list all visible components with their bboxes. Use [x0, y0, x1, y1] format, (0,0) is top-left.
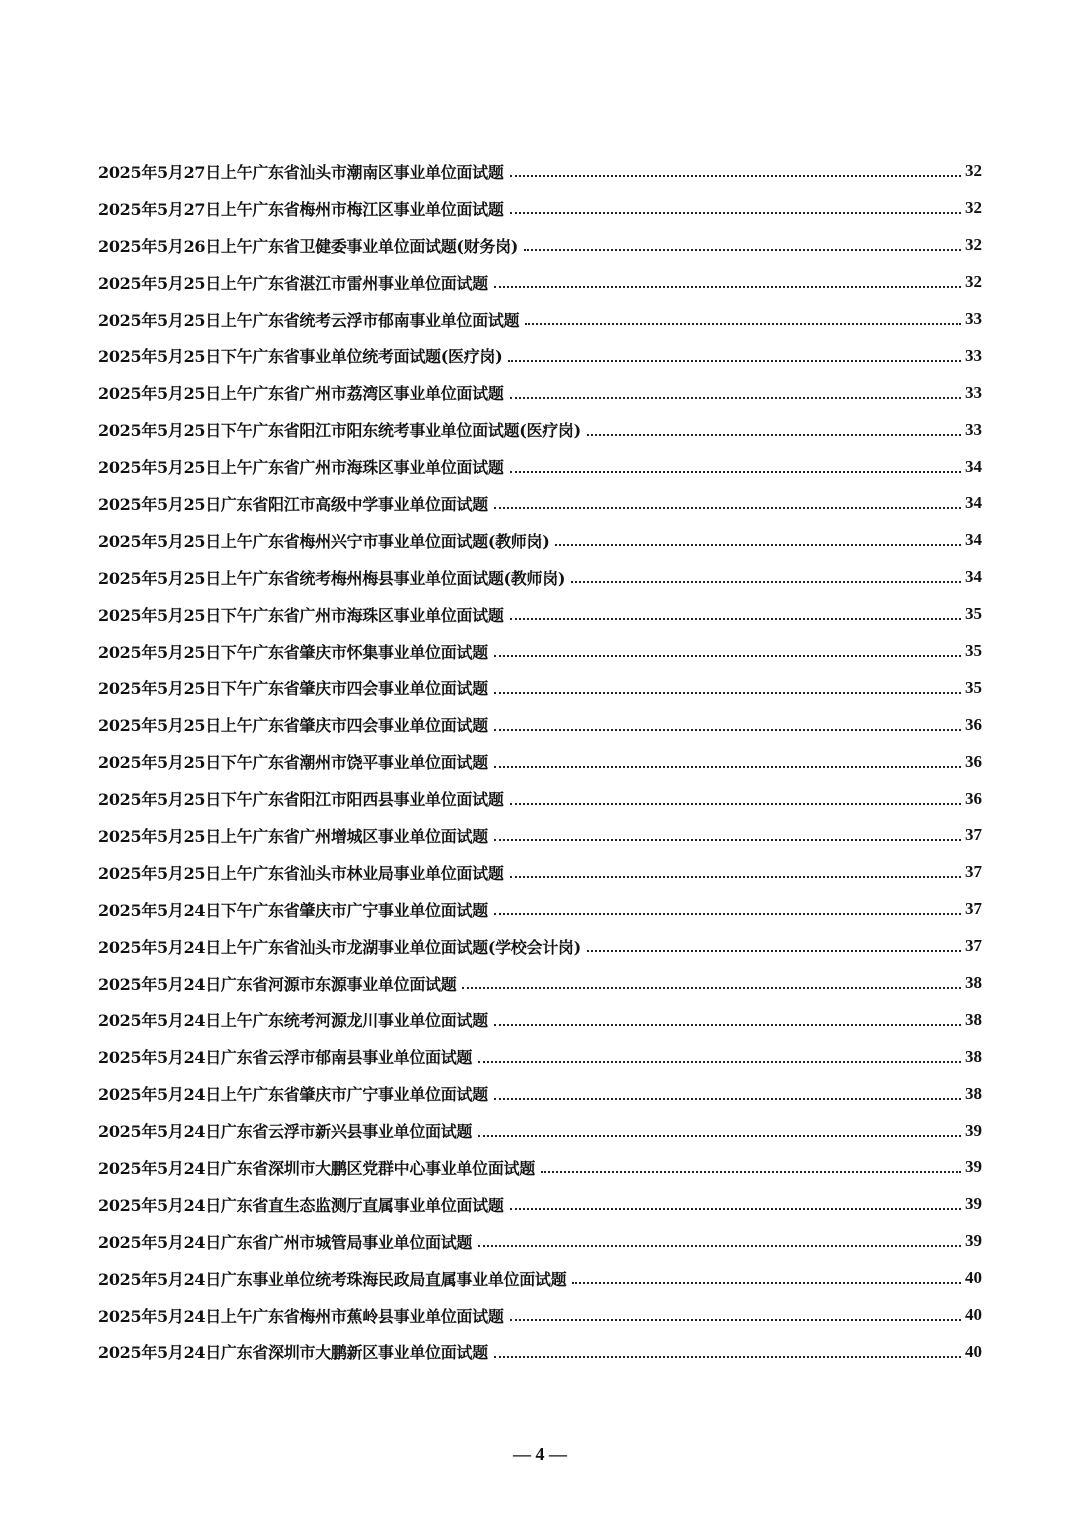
dot-leader [510, 876, 961, 878]
dot-leader [571, 581, 961, 583]
toc-entry-page-number: 32 [965, 198, 982, 218]
dot-leader [510, 471, 961, 473]
toc-entry-title: 2025年5月24日广东省深圳市大鹏区党群中心事业单位面试题 [98, 1158, 535, 1178]
toc-entry-title: 2025年5月25日下午广东省阳江市阳东统考事业单位面试题(医疗岗) [98, 421, 581, 441]
toc-entry-title: 2025年5月27日上午广东省梅州市梅江区事业单位面试题 [98, 199, 504, 219]
toc-entry[interactable] [98, 596, 982, 633]
dot-leader [587, 950, 961, 952]
toc-entry[interactable] [98, 817, 982, 854]
toc-entry-page-number: 35 [965, 677, 982, 697]
dot-leader [494, 839, 961, 841]
toc-entry-page-number: 37 [965, 862, 982, 882]
toc-entry-title: 2025年5月25日上午广东省梅州兴宁市事业单位面试题(教师岗) [98, 531, 550, 551]
dot-leader [572, 1282, 961, 1284]
dot-leader [494, 1356, 961, 1358]
toc-entry[interactable] [98, 1112, 982, 1149]
toc-entry-title: 2025年5月25日上午广东省肇庆市四会事业单位面试题 [98, 716, 488, 736]
toc-entry-page-number: 37 [965, 936, 982, 956]
toc-entry[interactable] [98, 1223, 982, 1260]
toc-entry[interactable] [98, 1260, 982, 1297]
toc-entry-title: 2025年5月25日上午广东省广州市荔湾区事业单位面试题 [98, 384, 504, 404]
dot-leader [587, 434, 961, 436]
toc-entry-page-number: 37 [965, 899, 982, 919]
toc-entry-page-number: 35 [965, 604, 982, 624]
toc-entry[interactable] [98, 1001, 982, 1038]
dot-leader [541, 1171, 961, 1173]
toc-entry[interactable] [98, 522, 982, 559]
toc-entry-page-number: 38 [965, 973, 982, 993]
toc-entry-title: 2025年5月25日上午广东省统考云浮市郁南事业单位面试题 [98, 310, 520, 330]
toc-entry[interactable] [98, 780, 982, 817]
toc-entry-title: 2025年5月25日下午广东省肇庆市四会事业单位面试题 [98, 679, 488, 699]
dot-leader [510, 212, 961, 214]
toc-entry-title: 2025年5月26日上午广东省卫健委事业单位面试题(财务岗) [98, 236, 519, 256]
toc-entry-page-number: 39 [965, 1120, 982, 1140]
toc-entry-page-number: 40 [965, 1341, 982, 1361]
toc-entry[interactable] [98, 485, 982, 522]
dot-leader [494, 766, 961, 768]
toc-entry-page-number: 35 [965, 641, 982, 661]
toc-entry-title: 2025年5月25日下午广东省事业单位统考面试题(医疗岗) [98, 347, 503, 367]
toc-entry[interactable] [98, 411, 982, 448]
dot-leader [510, 803, 961, 805]
toc-entry[interactable] [98, 1149, 982, 1186]
toc-entry-page-number: 39 [965, 1157, 982, 1177]
toc-entry-page-number: 32 [965, 161, 982, 181]
dot-leader [494, 1024, 961, 1026]
toc-entry-title: 2025年5月25日上午广东省湛江市雷州事业单位面试题 [98, 273, 488, 293]
toc-entry-title: 2025年5月24日广东省云浮市新兴县事业单位面试题 [98, 1122, 473, 1142]
toc-entry-page-number: 36 [965, 751, 982, 771]
dot-leader [510, 1208, 961, 1210]
toc-entry-title: 2025年5月25日上午广东省广州市海珠区事业单位面试题 [98, 458, 504, 478]
toc-entry-title: 2025年5月25日下午广东省潮州市饶平事业单位面试题 [98, 753, 488, 773]
toc-entry[interactable] [98, 337, 982, 374]
toc-entry-title: 2025年5月25日上午广东省统考梅州梅县事业单位面试题(教师岗) [98, 568, 566, 588]
toc-entry-title: 2025年5月25日下午广东省广州市海珠区事业单位面试题 [98, 605, 504, 625]
toc-entry-page-number: 40 [965, 1268, 982, 1288]
toc-entry[interactable] [98, 669, 982, 706]
toc-entry-title: 2025年5月24日上午广东省肇庆市广宁事业单位面试题 [98, 1085, 488, 1105]
toc-entry-page-number: 33 [965, 419, 982, 439]
dot-leader [555, 544, 961, 546]
toc-entry-title: 2025年5月25日上午广东省广州增城区事业单位面试题 [98, 826, 488, 846]
dot-leader [525, 323, 961, 325]
toc-entry-title: 2025年5月24日广东省深圳市大鹏新区事业单位面试题 [98, 1343, 488, 1363]
toc-entry-title: 2025年5月24日上午广东省汕头市龙湖事业单位面试题(学校会计岗) [98, 937, 581, 957]
dot-leader [494, 913, 961, 915]
toc-entry-page-number: 38 [965, 1046, 982, 1066]
toc-entry[interactable] [98, 743, 982, 780]
toc-entry[interactable] [98, 1334, 982, 1371]
toc-entry-title: 2025年5月24日上午广东省梅州市蕉岭县事业单位面试题 [98, 1306, 504, 1326]
toc-entry-title: 2025年5月24日广东事业单位统考珠海民政局直属事业单位面试题 [98, 1269, 567, 1289]
toc-entry[interactable] [98, 301, 982, 338]
dot-leader [494, 507, 961, 509]
toc-entry[interactable] [98, 633, 982, 670]
toc-entry-page-number: 36 [965, 714, 982, 734]
dot-leader [494, 729, 961, 731]
dot-leader [510, 397, 961, 399]
toc-entry[interactable] [98, 928, 982, 965]
toc-entry[interactable] [98, 1038, 982, 1075]
toc-entry[interactable] [98, 374, 982, 411]
toc-entry-title: 2025年5月24日广东省广州市城管局事业单位面试题 [98, 1232, 473, 1252]
dot-leader [510, 1319, 961, 1321]
dot-leader [524, 249, 961, 251]
toc-entry-page-number: 34 [965, 530, 982, 550]
toc-entry[interactable] [98, 1297, 982, 1334]
toc-entry-title: 2025年5月24日广东省云浮市郁南县事业单位面试题 [98, 1048, 473, 1068]
dot-leader [494, 692, 961, 694]
toc-entry-title: 2025年5月25日下午广东省阳江市阳西县事业单位面试题 [98, 790, 504, 810]
toc-entry-title: 2025年5月25日上午广东省汕头市林业局事业单位面试题 [98, 863, 504, 883]
page-number-footer: — 4 — [513, 1444, 567, 1464]
toc-entry-page-number: 34 [965, 493, 982, 513]
toc-entry[interactable] [98, 706, 982, 743]
toc-entry-title: 2025年5月24日广东省河源市东源事业单位面试题 [98, 974, 457, 994]
dot-leader [508, 360, 961, 362]
toc-entry[interactable] [98, 190, 982, 227]
dot-leader [510, 618, 961, 620]
dot-leader [462, 987, 961, 989]
toc-entry-title: 2025年5月24日上午广东统考河源龙川事业单位面试题 [98, 1011, 488, 1031]
toc-entry-page-number: 37 [965, 825, 982, 845]
table-of-contents [98, 153, 982, 1370]
toc-entry[interactable] [98, 891, 982, 928]
toc-entry-page-number: 33 [965, 382, 982, 402]
toc-entry-page-number: 32 [965, 235, 982, 255]
dot-leader [494, 1098, 961, 1100]
dot-leader [478, 1135, 961, 1137]
toc-entry-page-number: 32 [965, 272, 982, 292]
toc-entry-title: 2025年5月27日上午广东省汕头市潮南区事业单位面试题 [98, 162, 504, 182]
toc-entry[interactable] [98, 854, 982, 891]
toc-entry-page-number: 34 [965, 567, 982, 587]
toc-entry[interactable] [98, 559, 982, 596]
toc-entry-page-number: 39 [965, 1231, 982, 1251]
toc-entry-title: 2025年5月25日广东省阳江市高级中学事业单位面试题 [98, 494, 488, 514]
toc-entry-page-number: 38 [965, 1009, 982, 1029]
toc-entry[interactable] [98, 965, 982, 1002]
toc-entry-page-number: 34 [965, 456, 982, 476]
toc-entry-page-number: 38 [965, 1083, 982, 1103]
toc-entry-page-number: 39 [965, 1194, 982, 1214]
toc-entry-page-number: 36 [965, 788, 982, 808]
dot-leader [478, 1061, 961, 1063]
toc-entry[interactable] [98, 227, 982, 264]
toc-entry-title: 2025年5月24日下午广东省肇庆市广宁事业单位面试题 [98, 900, 488, 920]
toc-entry[interactable] [98, 1075, 982, 1112]
dot-leader [494, 655, 961, 657]
toc-entry[interactable] [98, 1186, 982, 1223]
toc-entry[interactable] [98, 153, 982, 190]
toc-entry[interactable] [98, 448, 982, 485]
toc-entry-title: 2025年5月25日下午广东省肇庆市怀集事业单位面试题 [98, 642, 488, 662]
toc-entry-page-number: 33 [965, 309, 982, 328]
toc-entry-page-number: 40 [965, 1305, 982, 1325]
toc-entry-page-number: 33 [965, 345, 982, 365]
dot-leader [478, 1245, 961, 1247]
toc-entry-title: 2025年5月24日广东省直生态监测厅直属事业单位面试题 [98, 1195, 504, 1215]
dot-leader [510, 175, 961, 177]
toc-entry[interactable] [98, 264, 982, 301]
dot-leader [494, 286, 961, 288]
